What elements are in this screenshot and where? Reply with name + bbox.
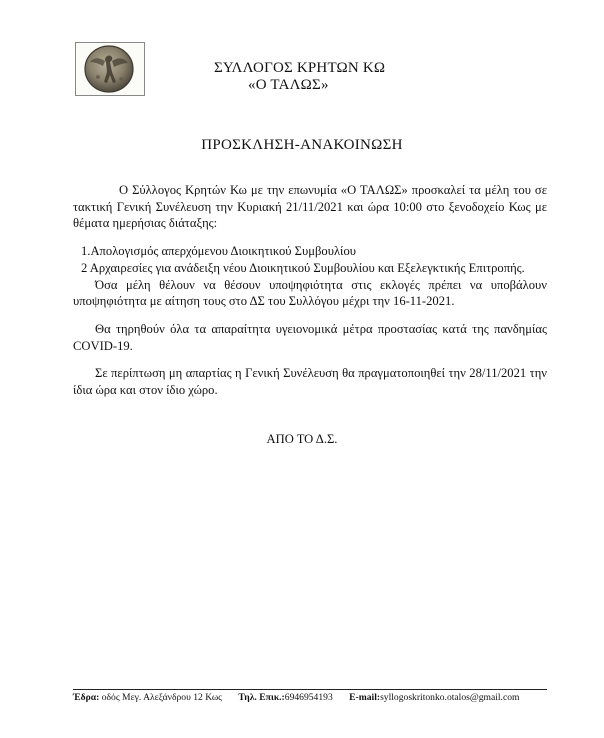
email-value[interactable]: syllogoskritonko.otalos@gmail.com <box>380 692 520 703</box>
address-label: Έδρα: <box>73 692 100 703</box>
phone-value: 6946954193 <box>284 692 333 703</box>
footer-divider <box>73 689 547 690</box>
coin-emblem-icon <box>76 43 144 95</box>
document-title: ΠΡΟΣΚΛΗΣΗ-ΑΝΑΚΟΙΝΩΣΗ <box>201 137 403 153</box>
phone-block <box>238 692 332 703</box>
candidates-paragraph: Όσα μέλη θέλουν να θέσουν υποψηφιότητα στις εκλογές πρέπει να υποβάλουν υποψηφιότητα με αίτηση τους στο ΔΣ του Συλλόγου μέχρι την 16-11-2021. <box>73 277 547 309</box>
agenda-item-2: 2 Αρχαιρεσίες για ανάδειξη νέου Διοικητικού Συμβουλίου και Εξελεγκτικής Επιτροπής. <box>81 260 525 275</box>
email-label: E-mail: <box>349 692 381 703</box>
email-block <box>349 692 519 703</box>
intro-paragraph: Ο Σύλλογος Κρητών Κω με την επωνυμία «Ο ΤΑΛΩΣ» προσκαλεί τα μέλη του σε τακτική Γενική Συνέλευση την Κυριακή 21/11/2021 και ώρα 10:00 στο ξενοδοχείο Κως με θέματα ημερήσιας διάταξης: <box>73 183 547 231</box>
org-name-line2: «Ο ΤΑΛΩΣ» <box>248 77 329 93</box>
covid-paragraph: Θα τηρηθούν όλα τα απαραίτητα υγειονομικά μέτρα προστασίας κατά της πανδημίας COVID-19. <box>73 321 547 353</box>
address-value: οδός Μεγ. Αλεξάνδρου 12 Κως <box>99 692 222 703</box>
quorum-paragraph: Σε περίπτωση μη απαρτίας η Γενική Συνέλευση θα πραγματοποιηθεί την 28/11/2021 την ίδια ώρα και στον ίδιο χώρο. <box>73 366 547 398</box>
agenda-item-1: 1.Απολογισμός απερχόμενου Διοικητικού Συμβουλίου <box>81 244 356 259</box>
footer <box>73 692 553 703</box>
organization-name <box>214 60 385 94</box>
signature: ΑΠΟ ΤΟ Δ.Σ. <box>266 432 338 446</box>
document-body <box>73 182 547 399</box>
logo-coin-image <box>75 42 145 96</box>
phone-label: Τηλ. Επικ.: <box>238 692 285 703</box>
org-name-line1: ΣΥΛΛΟΓΟΣ ΚΡΗΤΩΝ ΚΩ <box>214 60 386 76</box>
address-block <box>73 692 222 703</box>
